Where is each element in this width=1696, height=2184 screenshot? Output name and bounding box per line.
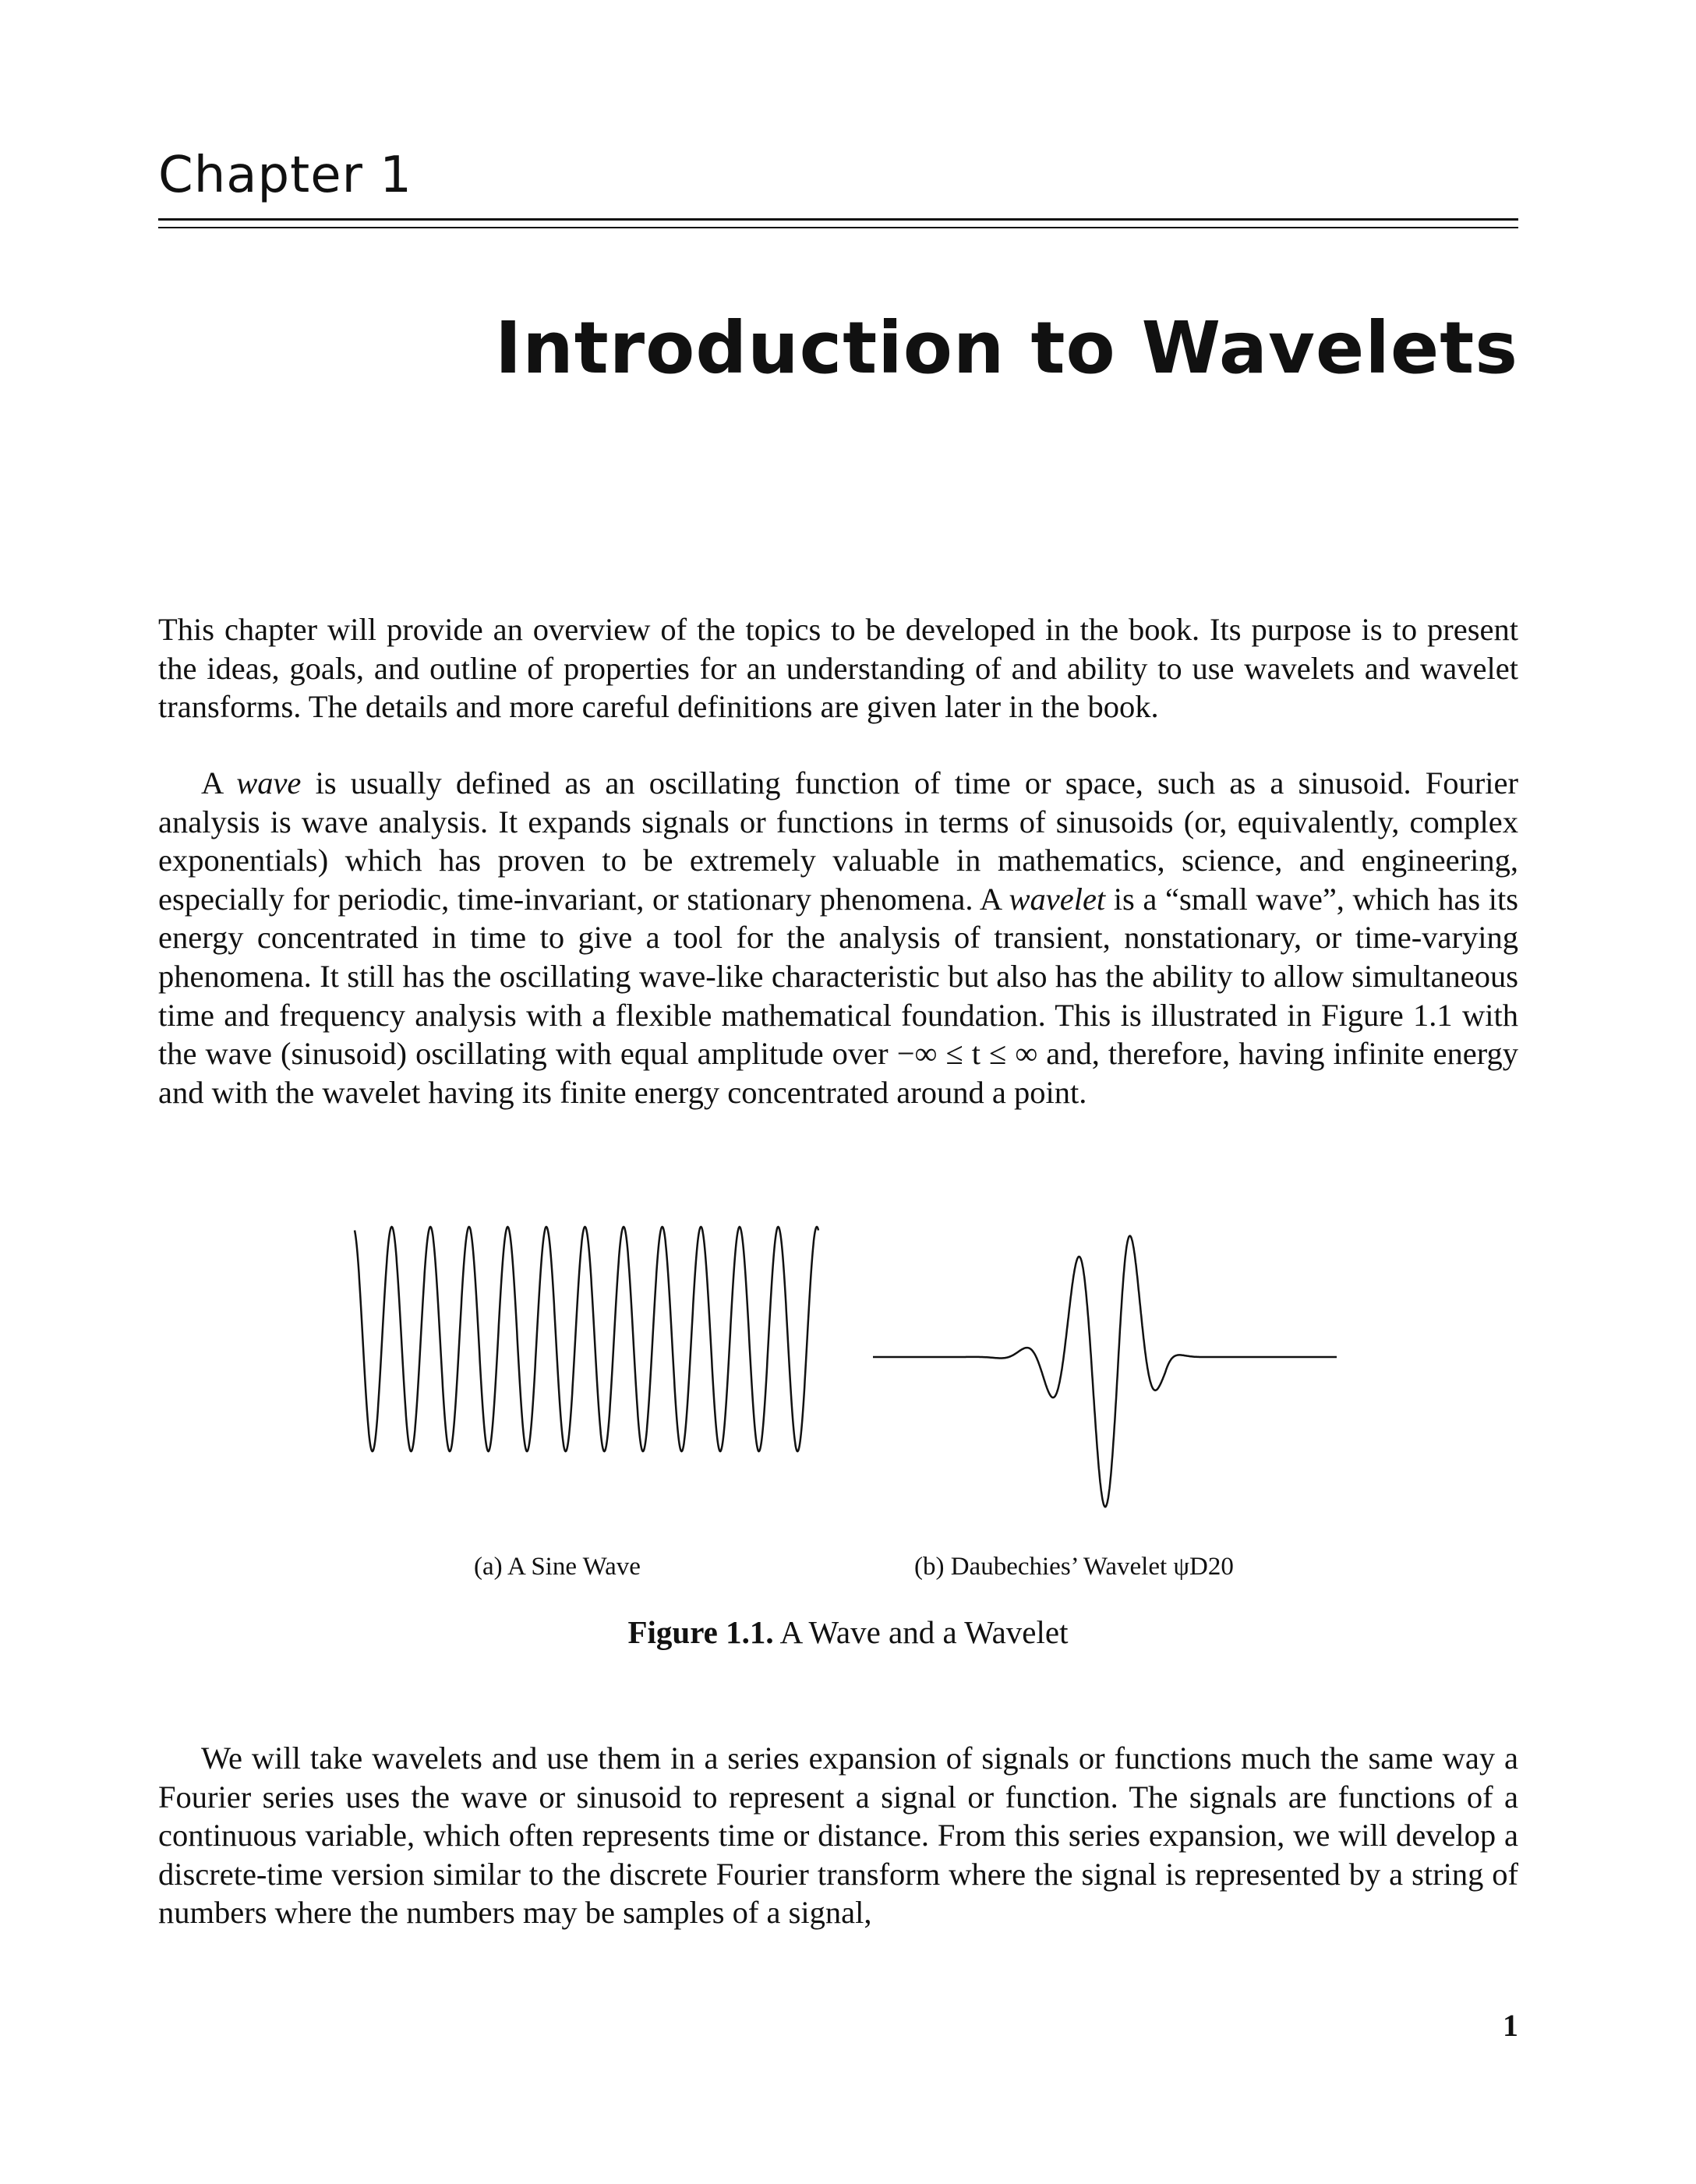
subcaption-wavelet: (b) Daubechies’ Wavelet ψD20 [914,1553,1234,1581]
wavelet-curve [873,1236,1337,1507]
page-number: 1 [1503,2008,1518,2043]
chapter-label: Chapter 1 [158,147,412,204]
paragraph-series-expansion: We will take wavelets and use them in a series expansion of signals or functions much the same way a Fourier series uses the wave or sinusoid to represent a signal or function. The signals are functions of a continuous variable, which often represents time or distance. From this series expansion, we will develop a discrete-time version similar to the discrete Fourier transform where the signal is represented by a string of numbers where the numbers may be samples of a signal, [158,1740,1518,1931]
paragraph-intro: This chapter will provide an overview of the topics to be developed in the book. Its purpose is to present the ideas, goals, and outline of properties for an understanding of and ability to use wavelets and wavelet transforms. The details and more careful definitions are given later in the book. [158,612,1518,725]
figure-caption [0,1613,1696,1651]
term-wave: wave [236,765,302,800]
paragraph-wave-wavelet [158,764,1518,1111]
text-run: is usually defined as an oscillating function of time or space, such as a sinusoid. Fourier analysis is wave analysis. It expands signals or functions in terms of sinusoids (or, equivalently, complex exponentials) which has proven to be extremely valuable in mathematics, science, and engineering, especially for periodic, time-invariant, or stationary phenomena. A [158,765,1518,917]
figure-plots [0,1193,1696,1629]
chapter-title: Introduction to Wavelets [495,306,1518,390]
chapter-rule-top [158,218,1518,221]
text-run: A [201,765,237,800]
figure-1-1 [0,1193,1696,1650]
figure-caption-label: Figure 1.1. [627,1614,774,1650]
sine-wave-curve [355,1227,818,1451]
text-run: is a “small wave”, which has its energy concentrated in time to give a tool for the analysis of transient, nonstationary, or time-varying phenomena. It still has the oscillating wave-like characteristic but also has the ability to allow simultaneous time and frequency analysis with a flexible mathematical foundation. This is illustrated in Figure 1.1 with the wave (sinusoid) oscillating with equal amplitude over −∞ ≤ t ≤ ∞ and, therefore, having infinite energy and with the wavelet having its finite energy concentrated around a point. [158,881,1518,1110]
chapter-rule-bottom [158,227,1518,228]
term-wavelet: wavelet [1009,881,1106,917]
figure-caption-text: A Wave and a Wavelet [773,1614,1069,1650]
subcaption-sine-wave: (a) A Sine Wave [474,1553,641,1581]
